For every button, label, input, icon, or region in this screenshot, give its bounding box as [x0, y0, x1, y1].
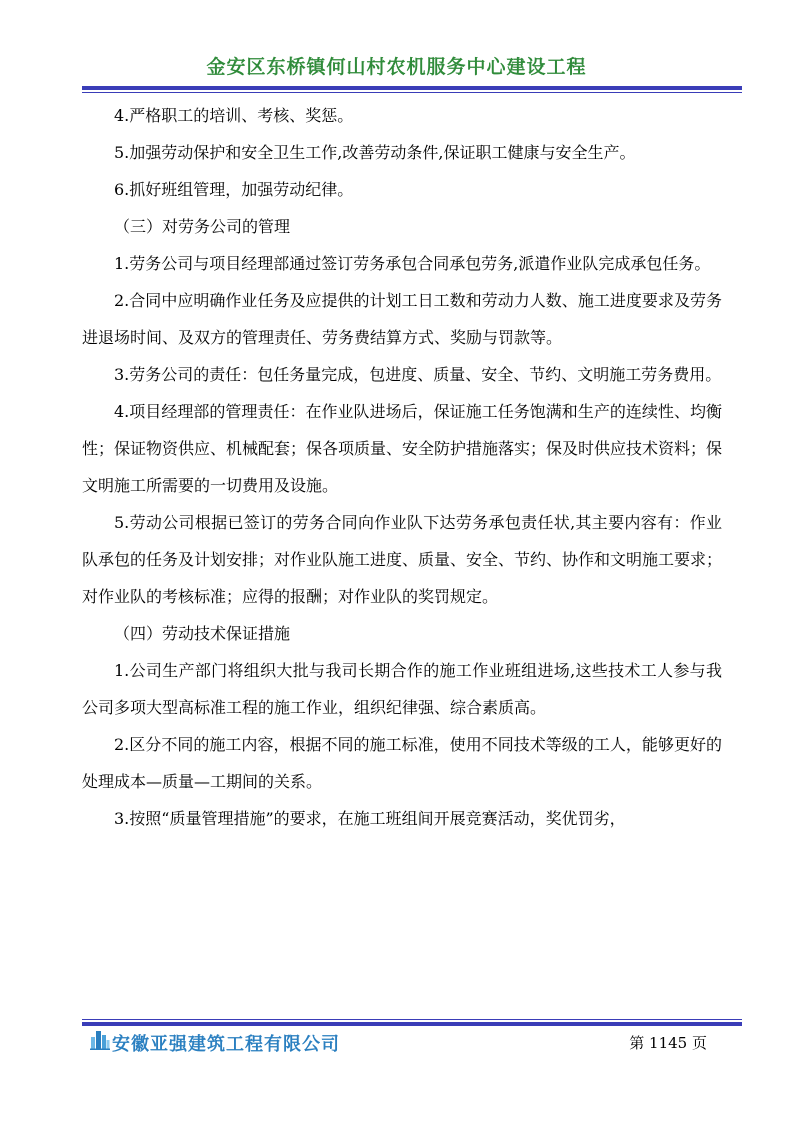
section-heading: （三）对劳务公司的管理 [114, 217, 291, 236]
paragraph: 6.抓好班组管理，加强劳动纪律。 [114, 180, 354, 199]
footer-rule [82, 1019, 742, 1026]
paragraph: 4.严格职工的培训、考核、奖惩。 [114, 106, 354, 125]
paragraph: 3.按照“质量管理措施”的要求，在施工班组间开展竞赛活动，奖优罚劣， [114, 809, 626, 828]
paragraph: 5.加强劳动保护和安全卫生工作,改善劳动条件,保证职工健康与安全生产。 [114, 143, 636, 162]
body-text [82, 97, 722, 837]
paragraph: 2.合同中应明确作业任务及应提供的计划工日工数和劳动力人数、施工进度要求及劳务进退场时间、及双方的管理责任、劳务费结算方式、奖励与罚款等。 [82, 291, 722, 347]
footer-company-name: 安徽亚强建筑工程有限公司 [112, 1034, 340, 1055]
paragraph: 3.劳务公司的责任：包任务量完成，包进度、质量、安全、节约、文明施工劳务费用。 [114, 365, 722, 384]
paragraph: 5.劳动公司根据已签订的劳务合同向作业队下达劳务承包责任状,其主要内容有：作业队承包的任务及计划安排；对作业队施工进度、质量、安全、节约、协作和文明施工要求；对作业队的考核标准；应得的报酬；对作业队的奖罚规定。 [82, 513, 723, 606]
paragraph: 4.项目经理部的管理责任：在作业队进场后，保证施工任务饱满和生产的连续性、均衡性；保证物资供应、机械配套；保各项质量、安全防护措施落实；保及时供应技术资料；保文明施工所需要的一切费用及设施。 [82, 402, 723, 495]
section-heading: （四）劳动技术保证措施 [114, 624, 291, 643]
building-logo-icon [90, 1028, 110, 1050]
page-number: 第 1145 页 [629, 1034, 707, 1052]
header-rule [82, 86, 742, 93]
header-title: 金安区东桥镇何山村农机服务中心建设工程 [206, 56, 587, 78]
paragraph: 1.劳务公司与项目经理部通过签订劳务承包合同承包劳务,派遣作业队完成承包任务。 [114, 254, 711, 273]
paragraph: 1.公司生产部门将组织大批与我司长期合作的施工作业班组进场,这些技术工人参与我公司多项大型高标准工程的施工作业，组织纪律强、综合素质高。 [82, 661, 722, 717]
paragraph: 2.区分不同的施工内容，根据不同的施工标准，使用不同技术等级的工人，能够更好的处理成本—质量—工期间的关系。 [82, 735, 722, 791]
